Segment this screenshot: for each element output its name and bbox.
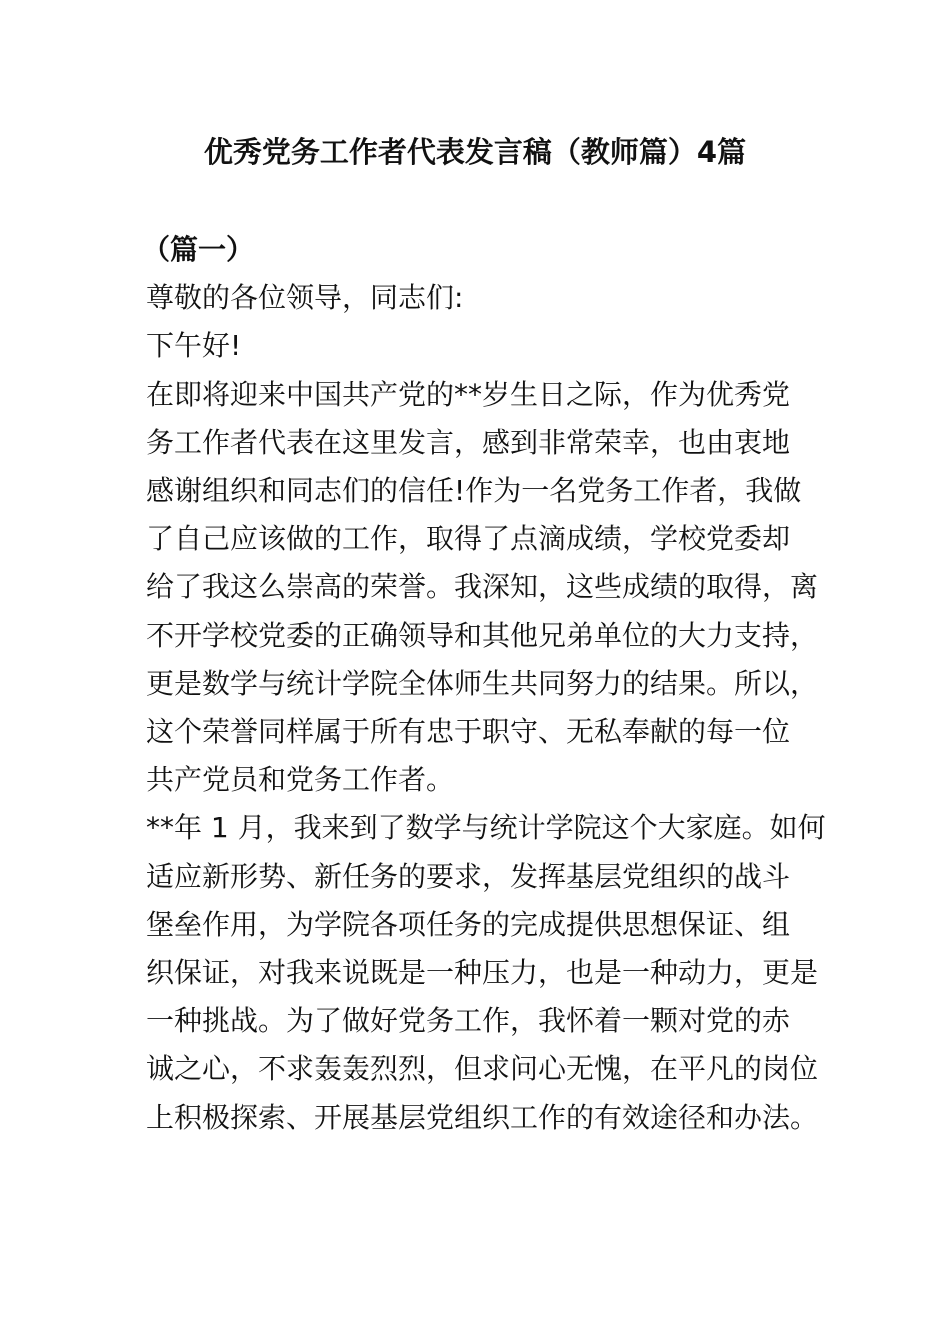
- section-heading: （篇一）: [142, 233, 255, 266]
- document-body: [142, 226, 826, 1142]
- paragraph-line-6: 了自己应该做的工作，取得了点滴成绩，学校党委却: [146, 522, 791, 556]
- paragraph-line-12: **年 1 月，我来到了数学与统计学院这个大家庭。如何: [146, 811, 826, 845]
- paragraph-line-2: 下午好!: [146, 329, 242, 363]
- paragraph-line-4: 务工作者代表在这里发言，感到非常荣幸，也由衷地: [146, 425, 791, 459]
- paragraph-line-9: 更是数学与统计学院全体师生共同努力的结果。所以，: [146, 666, 819, 700]
- paragraph-line-18: 上积极探索、开展基层党组织工作的有效途径和办法。: [146, 1100, 819, 1134]
- paragraph-line-13: 适应新形势、新任务的要求，发挥基层党组织的战斗: [146, 859, 791, 893]
- paragraph-line-5: 感谢组织和同志们的信任!作为一名党务工作者，我做: [146, 474, 802, 508]
- paragraph-line-10: 这个荣誉同样属于所有忠于职守、无私奉献的每一位: [146, 715, 791, 749]
- paragraph-line-8: 不开学校党委的正确领导和其他兄弟单位的大力支持，: [146, 618, 819, 652]
- paragraph-line-7: 给了我这么崇高的荣誉。我深知，这些成绩的取得，离: [146, 570, 819, 604]
- paragraph-line-3: 在即将迎来中国共产党的**岁生日之际，作为优秀党: [146, 377, 791, 411]
- paragraph-line-17: 诚之心，不求轰轰烈烈，但求问心无愧，在平凡的岗位: [146, 1052, 819, 1086]
- paragraph-line-1: 尊敬的各位领导，同志们:: [146, 281, 464, 315]
- paragraph-line-15: 织保证，对我来说既是一种压力，也是一种动力，更是: [146, 956, 819, 990]
- paragraph-line-11: 共产党员和党务工作者。: [146, 763, 455, 797]
- document-title: 优秀党务工作者代表发言稿（教师篇）4篇: [203, 135, 747, 169]
- paragraph-line-16: 一种挑战。为了做好党务工作，我怀着一颗对党的赤: [146, 1004, 791, 1038]
- paragraph-line-14: 堡垒作用，为学院各项任务的完成提供思想保证、组: [146, 907, 791, 941]
